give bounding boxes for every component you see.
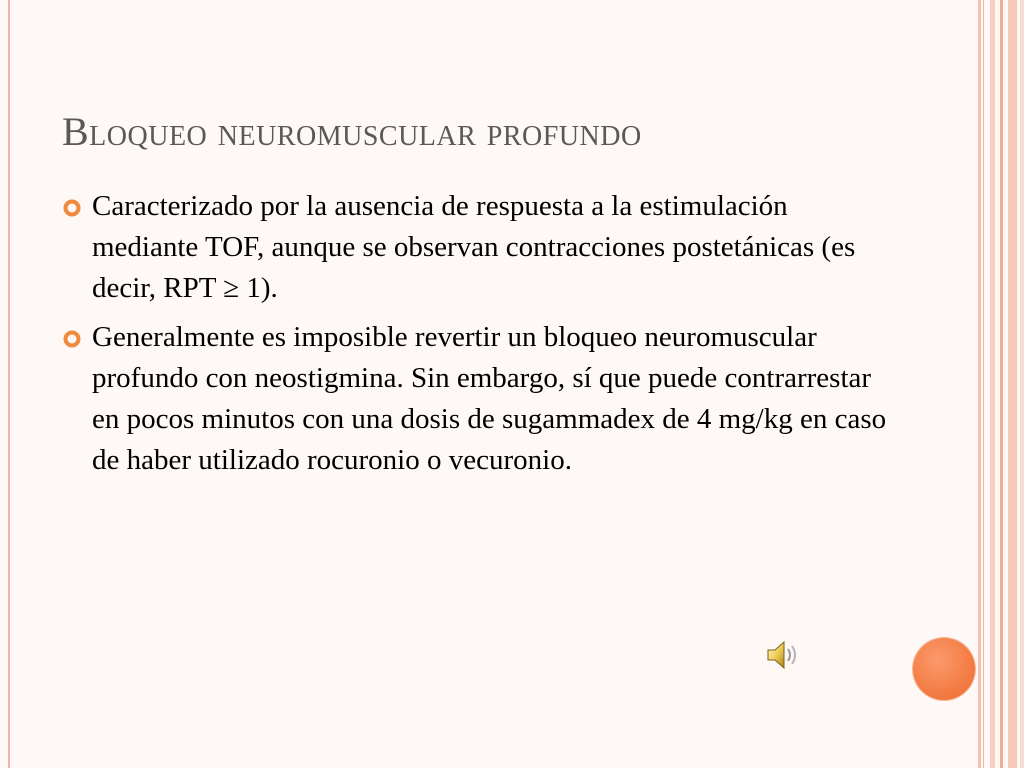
border-stripe <box>983 0 984 768</box>
border-stripe <box>1020 0 1024 768</box>
bullet-ring-icon <box>62 198 82 218</box>
slide-title: Bloqueo neuromuscular profundo <box>62 109 642 154</box>
right-border-stripes <box>978 0 1024 768</box>
bullet-item <box>62 317 892 481</box>
bullet-list <box>62 186 892 489</box>
border-stripe <box>990 0 995 768</box>
speaker-icon[interactable] <box>765 638 801 672</box>
border-stripe <box>1008 0 1017 768</box>
border-stripe <box>978 0 981 768</box>
bullet-ring-icon <box>62 329 82 349</box>
bullet-text: Caracterizado por la ausencia de respuesta a la estimulación mediante TOF, aunque se observan contracciones postetánicas (es decir, RPT ≥ 1). <box>92 190 856 304</box>
left-border <box>8 0 10 768</box>
orange-circle <box>913 638 975 700</box>
bullet-item <box>62 186 892 309</box>
border-stripe <box>1000 0 1003 768</box>
bullet-text: Generalmente es imposible revertir un bloqueo neuromuscular profundo con neostigmina. Sin embargo, sí que puede contrarrestar en pocos minutos con una dosis de sugammadex de 4 mg/kg en caso de haber utilizado rocuronio o vecuronio. <box>92 321 887 476</box>
